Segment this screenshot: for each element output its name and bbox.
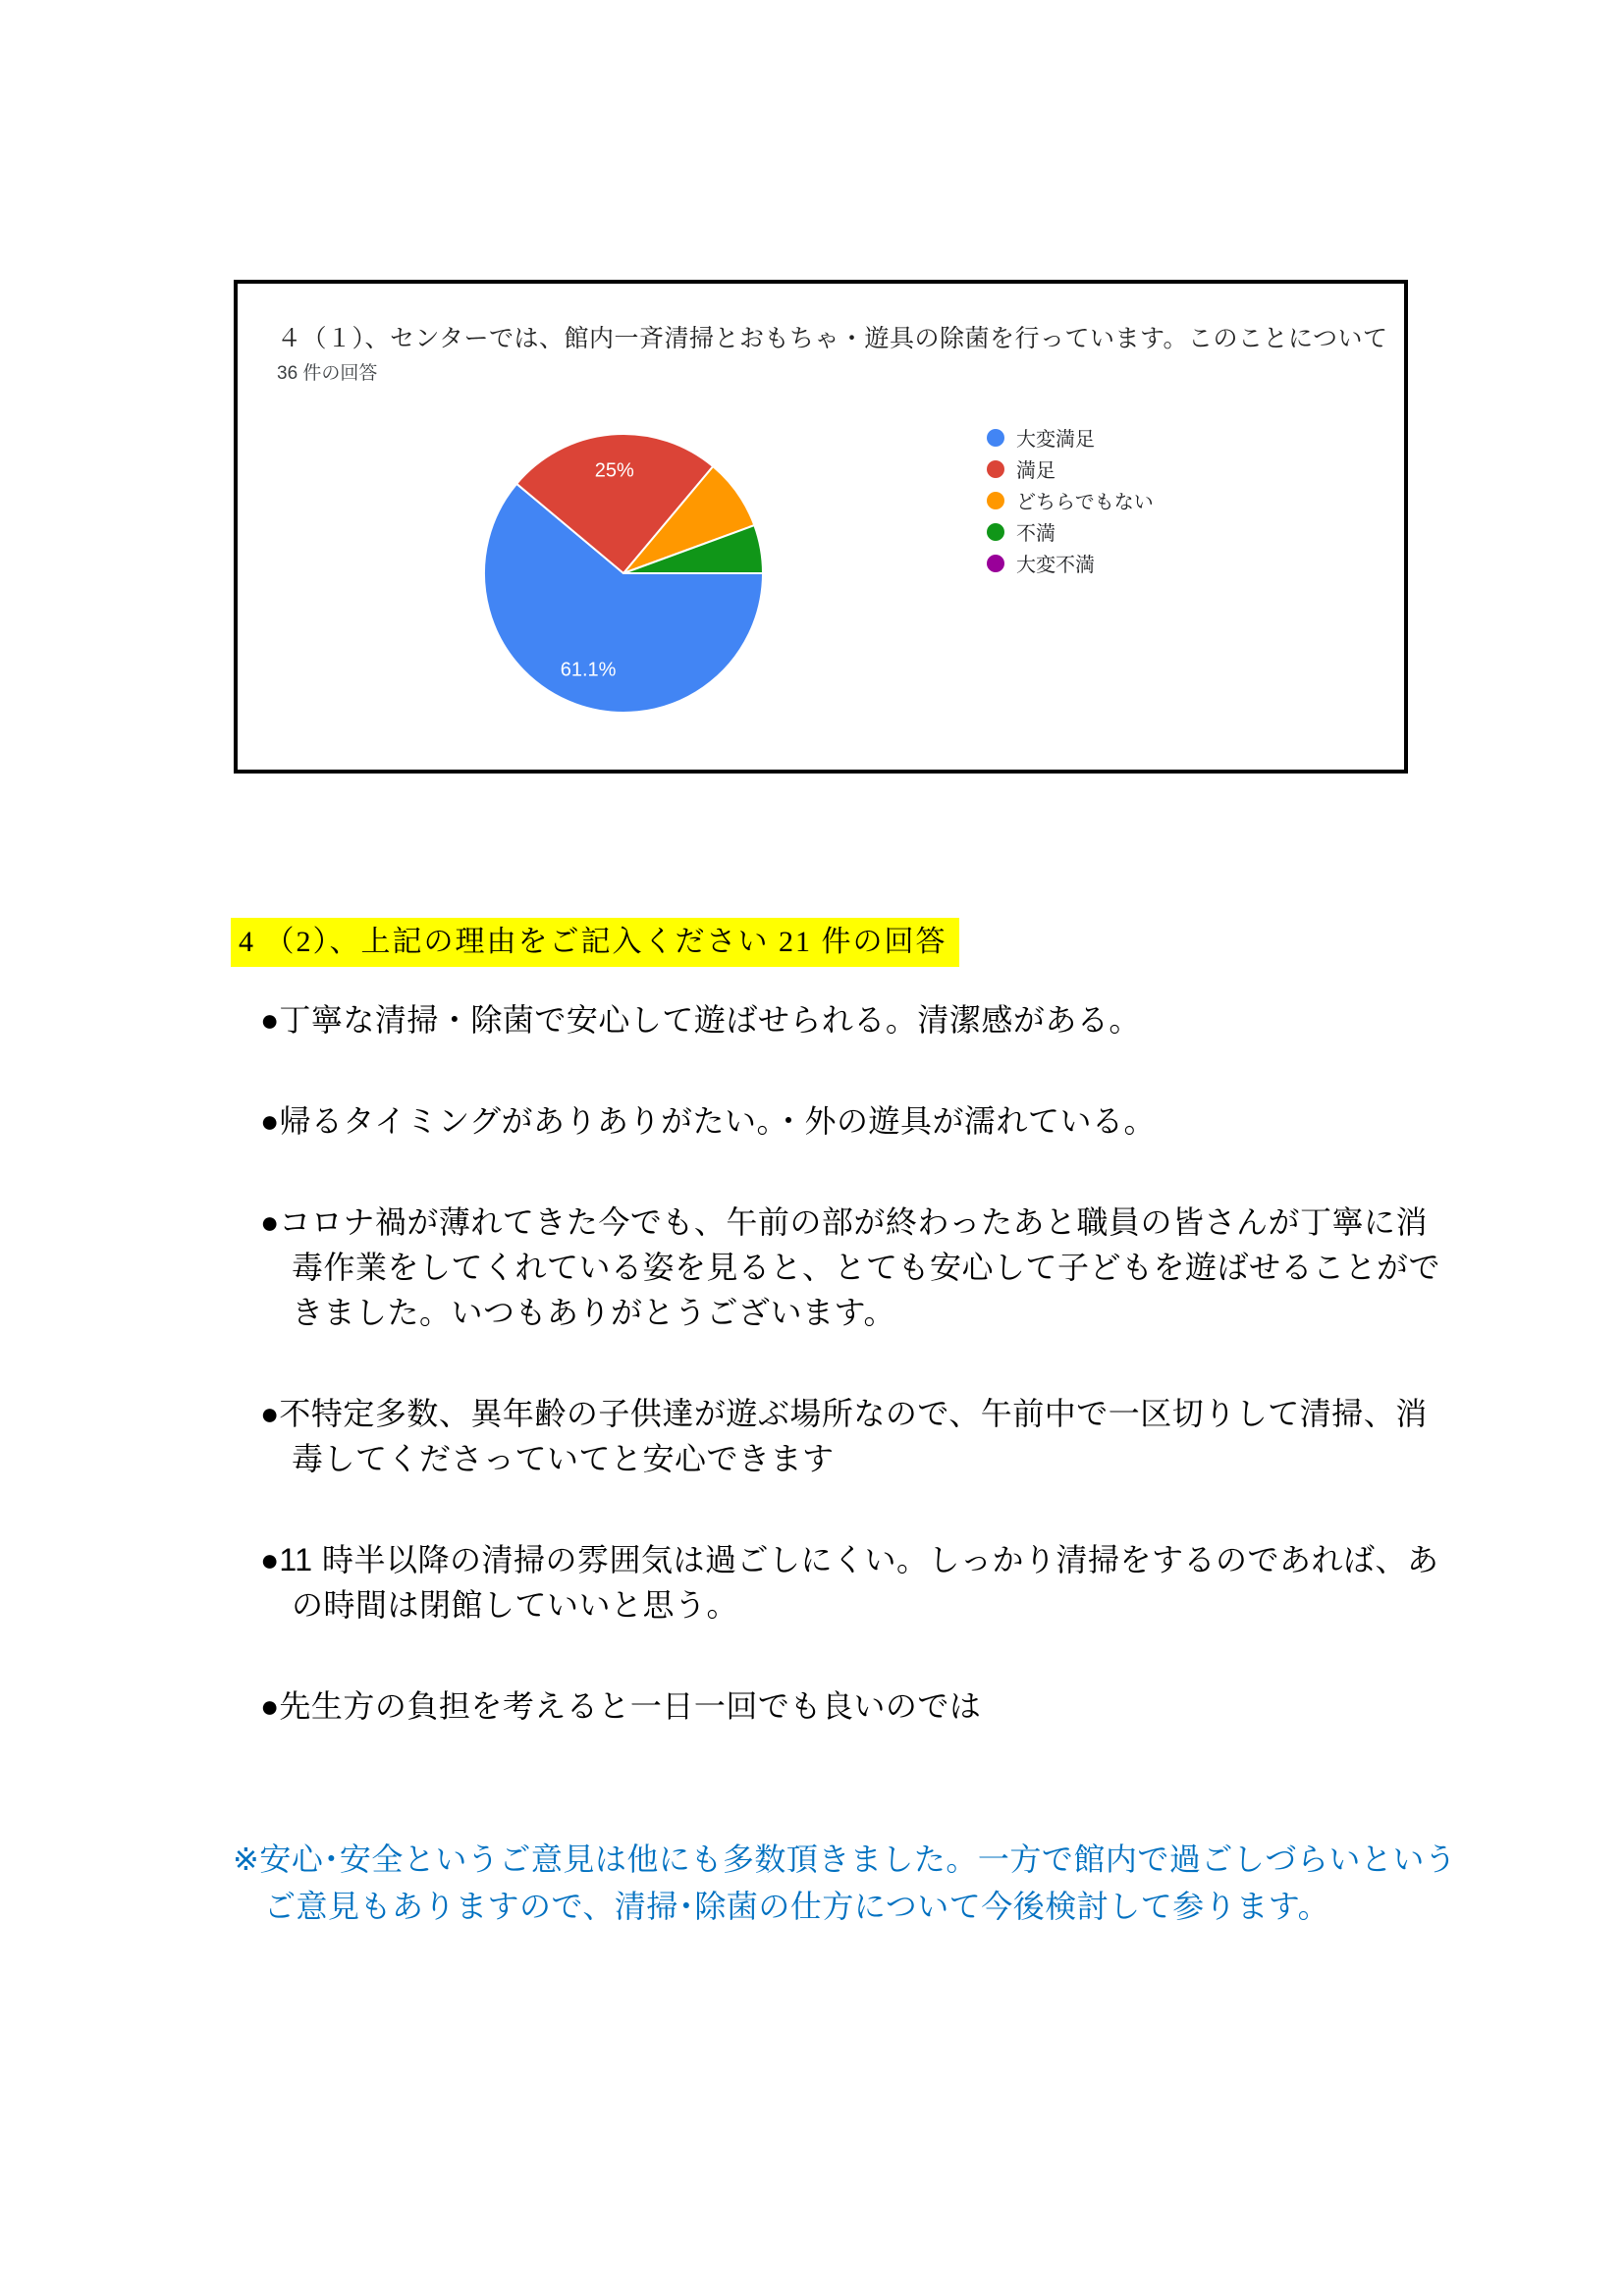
reason-item-4	[260, 1537, 1443, 1628]
legend-item-3	[987, 520, 1154, 543]
staff-note	[233, 1836, 1482, 1930]
response-count: 36 件の回答	[277, 363, 378, 384]
legend-color-dot	[987, 492, 1004, 509]
bullet-icon: ●	[260, 1103, 280, 1139]
reason-text: コロナ禍が薄れてきた今でも、午前の部が終わったあと職員の皆さんが丁寧に消毒作業をしてくれている姿を見ると、とても安心して子どもを遊ばせることができました。いつもありがとうございます。	[279, 1204, 1441, 1330]
bullet-icon: ●	[260, 1002, 280, 1038]
reason-item-2	[260, 1200, 1443, 1335]
bullet-icon: ●	[260, 1396, 280, 1431]
pie-slice-label: 25%	[594, 459, 634, 482]
legend-item-1	[987, 457, 1154, 480]
reason-text: 丁寧な清掃・除菌で安心して遊ばせられる。清潔感がある。	[279, 1002, 1141, 1038]
section-heading-text: 4 （2）、上記の理由をご記入ください 21 件の回答	[231, 918, 959, 967]
legend-item-0	[987, 426, 1154, 449]
legend-label: 大変不満	[1016, 555, 1095, 576]
reason-text: 不特定多数、異年齢の子供達が遊ぶ場所なので、午前中で一区切りして清掃、消毒してくださっていてと安心できます	[279, 1396, 1428, 1476]
legend-label: どちらでもない	[1016, 492, 1154, 513]
legend-label: 大変満足	[1016, 429, 1095, 451]
legend-color-dot	[987, 460, 1004, 478]
pie-slice-label: 61.1%	[560, 659, 617, 681]
reason-item-0	[260, 997, 1443, 1042]
legend-item-4	[987, 552, 1154, 574]
reason-item-3	[260, 1391, 1443, 1481]
reasons-list	[260, 997, 1443, 1785]
reason-text: 11 時半以降の清掃の雰囲気は過ごしにくい。しっかり清掃をするのであれば、あの時間は閉館していいと思う。	[279, 1542, 1439, 1623]
bullet-icon: ●	[260, 1542, 280, 1577]
reason-text: 先生方の負担を考えると一日一回でも良いのでは	[279, 1688, 982, 1724]
legend-color-dot	[987, 523, 1004, 541]
bullet-icon: ●	[260, 1688, 280, 1724]
staff-note-text: ※安心･安全というご意見は他にも多数頂きました。一方で館内で過ごしづらいというご意見もありますので、清掃･除菌の仕方について今後検討して参ります。	[233, 1842, 1457, 1924]
question-title: ４（１）、センターでは、館内一斉清掃とおもちゃ・遊具の除菌を行っています。このことについて	[277, 325, 1388, 352]
reason-item-5	[260, 1683, 1443, 1729]
survey-q4-1-panel	[234, 280, 1408, 774]
legend-color-dot	[987, 555, 1004, 572]
reason-text: 帰るタイミングがありありがたい。・外の遊具が濡れている。	[279, 1103, 1157, 1139]
legend-label: 満足	[1016, 460, 1056, 482]
section-heading-q4-2	[231, 918, 959, 967]
chart-legend	[987, 426, 1154, 574]
reason-item-1	[260, 1098, 1443, 1144]
legend-label: 不満	[1016, 523, 1056, 545]
legend-color-dot	[987, 429, 1004, 447]
pie-chart	[476, 426, 771, 721]
bullet-icon: ●	[260, 1204, 280, 1240]
legend-item-2	[987, 489, 1154, 511]
